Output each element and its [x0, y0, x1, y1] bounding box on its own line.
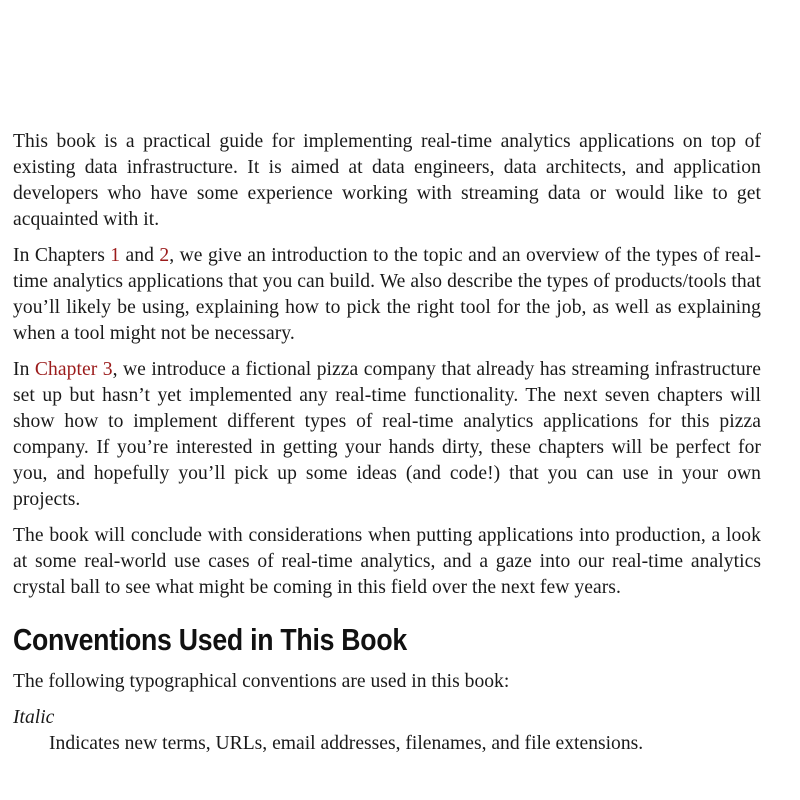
paragraph-text-segment: In Chapters [13, 245, 111, 266]
paragraph-chapters-overview [13, 243, 761, 347]
paragraph-conclusion [13, 523, 761, 601]
convention-term-italic: Italic [13, 707, 55, 728]
paragraph-pizza-company [13, 357, 761, 513]
chapter-1-link[interactable]: 1 [110, 245, 121, 266]
book-page [13, 129, 761, 757]
chapter-3-link[interactable]: Chapter 3 [34, 359, 113, 380]
paragraph-text-segment: In [13, 359, 35, 380]
paragraph-audience-text: This book is a practical guide for implementing real-time analytics applications on top of existing data infrastructure. It is aimed at data engineers, data architects, and application developers who have some experience working with streaming data or would like to get acquainted with it. [13, 131, 761, 230]
conventions-list [13, 705, 761, 757]
paragraph-text-segment: , we introduce a fictional pizza company that already has streaming infrastructure set up but hasn’t yet implemented any real-time functionality. The next seven chapters will show how to implement different types of real-time analytics applications for this pizza company. If you’re interested in getting your hands dirty, these chapters will be perfect for you, and hopefully you’ll pick up some ideas (and code!) that you can use in your own projects. [13, 359, 762, 510]
paragraph-audience [13, 129, 761, 233]
paragraph-conclusion-text: The book will conclude with considerations when putting applications into production, a look at some real-world use cases of real-time analytics, and a gaze into our real-time analytics crystal ball to see what might be coming in this field over the next few years. [13, 525, 761, 598]
section-heading-conventions: Conventions Used in This Book [13, 622, 407, 657]
conventions-intro: The following typographical conventions are used in this book: [13, 671, 510, 692]
paragraph-text-segment: and [120, 245, 160, 266]
chapter-2-link[interactable]: 2 [159, 245, 170, 266]
convention-description-italic: Indicates new terms, URLs, email addresses, filenames, and file extensions. [49, 733, 644, 754]
paragraph-text-segment: , we give an introduction to the topic and an overview of the types of real-time analytics applications that you can build. We also describe the types of products/tools that you’ll likely be using, explaining how to pick the right tool for the job, as well as explaining when a tool might not be necessary. [13, 245, 761, 344]
